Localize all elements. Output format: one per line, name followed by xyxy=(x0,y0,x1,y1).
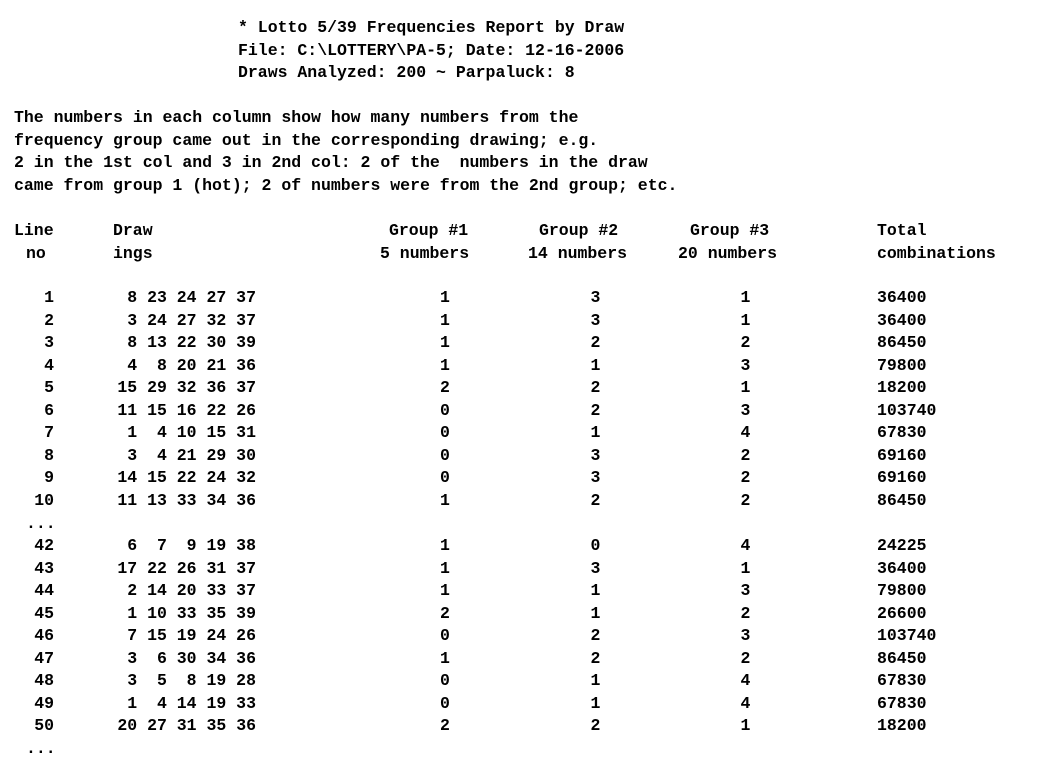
draw-numbers: 8 23 24 27 37 xyxy=(127,288,256,307)
col-line-sublabel: no xyxy=(26,244,46,263)
group1-count: 1 xyxy=(440,288,450,307)
group3-count: 4 xyxy=(740,536,751,555)
group2-count: 1 xyxy=(590,423,601,442)
draw-numbers: 11 13 33 34 36 xyxy=(117,490,256,510)
total-combinations: 36400 xyxy=(877,310,927,330)
group2-count: 2 xyxy=(590,648,601,668)
group1-count: 0 xyxy=(440,423,450,442)
ellipsis-2: ... xyxy=(26,739,56,758)
table-row xyxy=(0,422,1040,445)
group2-count: 2 xyxy=(590,490,601,510)
total-combinations: 79800 xyxy=(877,581,927,600)
group3-count: 2 xyxy=(740,603,751,623)
draw-numbers: 6 7 9 19 38 xyxy=(127,536,256,555)
group2-count: 1 xyxy=(590,581,601,600)
report-title: * Lotto 5/39 Frequencies Report by Draw xyxy=(238,18,625,37)
line-number: 1 xyxy=(44,288,54,307)
draw-numbers: 1 4 10 15 31 xyxy=(127,423,256,442)
group1-count: 1 xyxy=(440,310,450,330)
group2-count: 2 xyxy=(590,716,601,735)
table-row xyxy=(0,332,1040,355)
line-number: 3 xyxy=(44,333,54,352)
table-row xyxy=(0,625,1040,648)
intro-line-3: 2 in the 1st col and 3 in 2nd col: 2 of the numbers in the draw xyxy=(14,153,648,172)
draw-numbers: 3 24 27 32 37 xyxy=(127,310,256,330)
line-number: 7 xyxy=(44,423,54,442)
group1-count: 0 xyxy=(440,400,450,420)
draw-numbers: 3 4 21 29 30 xyxy=(127,445,256,465)
group1-count: 0 xyxy=(440,671,450,690)
line-number: 9 xyxy=(44,468,54,487)
group3-count: 3 xyxy=(740,581,751,600)
line-number: 6 xyxy=(44,400,54,420)
total-combinations: 86450 xyxy=(877,490,927,510)
group3-count: 4 xyxy=(740,423,751,442)
line-number: 45 xyxy=(34,603,54,623)
total-combinations: 67830 xyxy=(877,671,927,690)
table-row xyxy=(0,287,1040,310)
col-total-sublabel: combinations xyxy=(877,244,996,263)
group3-count: 3 xyxy=(740,626,751,645)
col-draw-label: Draw xyxy=(113,221,153,240)
group3-count: 1 xyxy=(740,558,751,578)
total-combinations: 18200 xyxy=(877,716,927,735)
line-number: 43 xyxy=(34,558,54,578)
total-combinations: 69160 xyxy=(877,468,927,487)
group3-count: 2 xyxy=(740,648,751,668)
group3-count: 3 xyxy=(740,400,751,420)
group1-count: 0 xyxy=(440,445,450,465)
col-draw-sublabel: ings xyxy=(113,244,153,263)
intro-line-4: came from group 1 (hot); 2 of numbers were from the 2nd group; etc. xyxy=(14,176,678,195)
group2-count: 3 xyxy=(590,558,601,578)
group1-count: 0 xyxy=(440,693,450,713)
draw-numbers: 4 8 20 21 36 xyxy=(127,355,256,375)
table-row xyxy=(0,715,1040,738)
table-row xyxy=(0,355,1040,378)
table-row xyxy=(0,310,1040,333)
line-number: 44 xyxy=(34,581,54,600)
group3-count: 1 xyxy=(740,310,751,330)
total-combinations: 18200 xyxy=(877,378,927,397)
draw-numbers: 20 27 31 35 36 xyxy=(117,716,256,735)
line-number: 49 xyxy=(34,693,54,713)
draw-numbers: 11 15 16 22 26 xyxy=(117,400,256,420)
table-row xyxy=(0,445,1040,468)
line-number: 2 xyxy=(44,310,54,330)
total-combinations: 36400 xyxy=(877,288,927,307)
total-combinations: 79800 xyxy=(877,355,927,375)
group1-count: 1 xyxy=(440,648,450,668)
line-number: 47 xyxy=(34,648,54,668)
line-number: 46 xyxy=(34,626,54,645)
table-row xyxy=(0,490,1040,513)
ellipsis-1: ... xyxy=(26,514,56,533)
draw-numbers: 3 5 8 19 28 xyxy=(127,671,256,690)
group3-count: 2 xyxy=(740,445,751,465)
table-row xyxy=(0,377,1040,400)
group2-count: 2 xyxy=(590,626,601,645)
table-row xyxy=(0,670,1040,693)
group3-count: 1 xyxy=(740,378,751,397)
report-file-info: File: C:\LOTTERY\PA-5; Date: 12-16-2006 xyxy=(238,41,625,60)
group3-count: 2 xyxy=(740,490,751,510)
total-combinations: 103740 xyxy=(877,626,937,645)
total-combinations: 86450 xyxy=(877,333,927,352)
group2-count: 1 xyxy=(590,671,601,690)
col-group2-label: Group #2 xyxy=(539,221,619,240)
group1-count: 1 xyxy=(440,581,450,600)
group3-count: 4 xyxy=(740,693,751,713)
group2-count: 3 xyxy=(590,468,601,487)
column-header-bottom xyxy=(0,243,1040,266)
draw-numbers: 3 6 30 34 36 xyxy=(127,648,256,668)
intro-line-2: frequency group came out in the corresponding drawing; e.g. xyxy=(14,131,599,150)
draw-numbers: 15 29 32 36 37 xyxy=(117,378,256,397)
line-number: 50 xyxy=(34,716,54,735)
col-group3-label: Group #3 xyxy=(690,221,770,240)
group1-count: 2 xyxy=(440,378,450,397)
group2-count: 0 xyxy=(590,536,601,555)
table-row xyxy=(0,535,1040,558)
line-number: 42 xyxy=(34,536,54,555)
table-row xyxy=(0,603,1040,626)
group2-count: 3 xyxy=(590,288,601,307)
group1-count: 0 xyxy=(440,468,450,487)
column-header-top xyxy=(0,220,1040,243)
group2-count: 2 xyxy=(590,400,601,420)
group2-count: 3 xyxy=(590,445,601,465)
draw-numbers: 14 15 22 24 32 xyxy=(117,468,256,487)
total-combinations: 26600 xyxy=(877,603,927,623)
group2-count: 2 xyxy=(590,378,601,397)
group1-count: 0 xyxy=(440,626,450,645)
group3-count: 3 xyxy=(740,355,751,375)
total-combinations: 69160 xyxy=(877,445,927,465)
draw-numbers: 2 14 20 33 37 xyxy=(127,581,256,600)
group3-count: 4 xyxy=(740,671,751,690)
group1-count: 1 xyxy=(440,536,450,555)
group2-count: 1 xyxy=(590,693,601,713)
group1-count: 1 xyxy=(440,355,450,375)
group1-count: 1 xyxy=(440,490,450,510)
group1-count: 1 xyxy=(440,558,450,578)
table-row xyxy=(0,558,1040,581)
intro-line-1: The numbers in each column show how many numbers from the xyxy=(14,108,579,127)
draw-numbers: 7 15 19 24 26 xyxy=(127,626,256,645)
line-number: 10 xyxy=(34,490,54,510)
draw-numbers: 17 22 26 31 37 xyxy=(117,558,256,578)
table-row xyxy=(0,580,1040,603)
total-combinations: 36400 xyxy=(877,558,927,578)
group1-count: 1 xyxy=(440,333,450,352)
group3-count: 2 xyxy=(740,468,751,487)
group2-count: 3 xyxy=(590,310,601,330)
table-row xyxy=(0,400,1040,423)
group1-count: 2 xyxy=(440,716,450,735)
col-total-label: Total xyxy=(877,221,927,240)
table-row xyxy=(0,693,1040,716)
total-combinations: 67830 xyxy=(877,423,927,442)
col-line-label: Line xyxy=(14,221,54,240)
line-number: 8 xyxy=(44,445,54,465)
group1-count: 2 xyxy=(440,603,450,623)
draw-numbers: 1 4 14 19 33 xyxy=(127,693,256,713)
total-combinations: 86450 xyxy=(877,648,927,668)
group2-count: 2 xyxy=(590,333,601,352)
group3-count: 1 xyxy=(740,288,751,307)
group2-count: 1 xyxy=(590,355,601,375)
table-row xyxy=(0,467,1040,490)
total-combinations: 24225 xyxy=(877,536,927,555)
draw-numbers: 1 10 33 35 39 xyxy=(127,603,256,623)
col-group1-label: Group #1 xyxy=(389,221,469,240)
col-group3-sublabel: 20 numbers xyxy=(678,244,778,263)
line-number: 4 xyxy=(44,355,54,375)
col-group1-sublabel: 5 numbers xyxy=(380,244,470,263)
line-number: 48 xyxy=(34,671,54,690)
table-row xyxy=(0,648,1040,671)
group2-count: 1 xyxy=(590,603,601,623)
total-combinations: 67830 xyxy=(877,693,927,713)
draw-numbers: 8 13 22 30 39 xyxy=(127,333,256,352)
group3-count: 1 xyxy=(740,716,751,735)
report-draws-info: Draws Analyzed: 200 ~ Parpaluck: 8 xyxy=(238,63,575,82)
col-group2-sublabel: 14 numbers xyxy=(528,244,628,263)
total-combinations: 103740 xyxy=(877,400,937,420)
line-number: 5 xyxy=(44,378,54,397)
group3-count: 2 xyxy=(740,333,751,352)
